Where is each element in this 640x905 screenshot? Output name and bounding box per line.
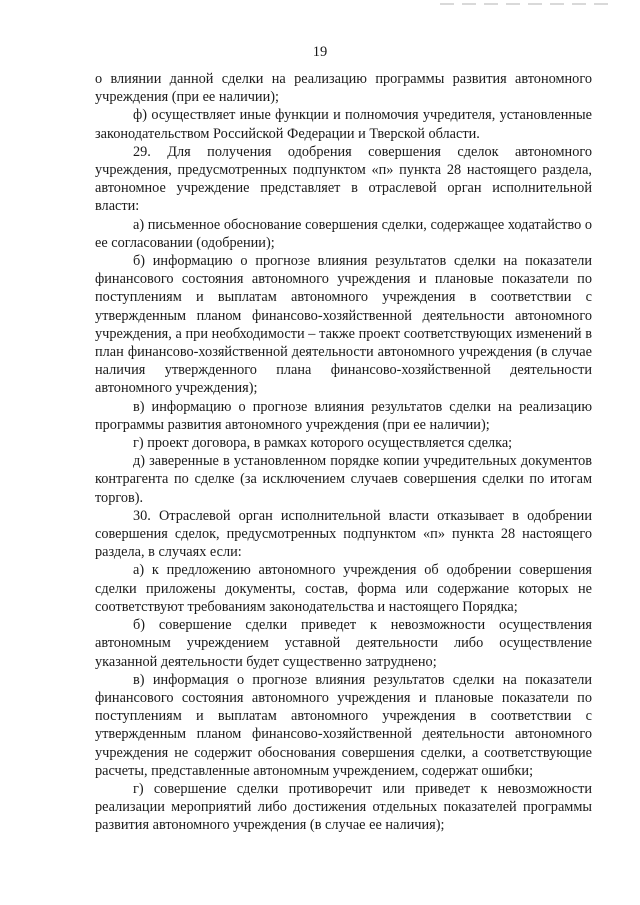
paragraph: 29. Для получения одобрения совершения сделок автономного учреждения, предусмотренных подпунктом «п» пункта 28 настоящего раздела, автономное учреждение представляет в отраслевой орган исполнительной власти: (95, 143, 592, 215)
paragraph: в) информация о прогнозе влияния результатов сделки на показатели финансового состояния автономного учреждения и плановые показатели по поступлениям и выплатам автономного учреждения в соответствии с утвержденным планом финансово-хозяйственной деятельности автономного учреждения не содержит обоснования совершения сделки, а соответствующие расчеты, представленные автономным учреждением, содержат ошибки; (95, 671, 592, 779)
paragraph: ф) осуществляет иные функции и полномочия учредителя, установленные законодательством Российской Федерации и Тверской области. (95, 107, 592, 142)
body-text (95, 70, 592, 835)
page-number: 19 (312, 44, 328, 60)
scan-artifact (440, 3, 610, 5)
paragraph: о влиянии данной сделки на реализацию программы развития автономного учреждения (при ее наличии); (95, 71, 592, 106)
paragraph: а) к предложению автономного учреждения об одобрении совершения сделки приложены документы, состав, форма или содержание которых не соответствуют требованиям законодательства и настоящего Порядка; (95, 562, 592, 615)
paragraph: д) заверенные в установленном порядке копии учредительных документов контрагента по сделке (за исключением случаев совершения сделки по итогам торгов). (95, 453, 592, 506)
paragraph: 30. Отраслевой орган исполнительной власти отказывает в одобрении совершения сделок, предусмотренных подпунктом «п» пункта 28 настоящего раздела, в случаях если: (95, 507, 592, 561)
paragraph: а) письменное обоснование совершения сделки, содержащее ходатайство о ее согласовании (одобрении); (95, 216, 592, 251)
paragraph: б) информацию о прогнозе влияния результатов сделки на показатели финансового состояния автономного учреждения и плановые показатели по поступлениям и выплатам автономного учреждения в соответствии с утвержденным планом финансово-хозяйственной деятельности автономного учреждения, а при необходимости – также проект соответствующих изменений в план финансово-хозяйственной деятельности автономного учреждения (в случае наличия утвержденного плана финансово-хозяйственной деятельности автономного учреждения); (95, 253, 592, 397)
paragraph: в) информацию о прогнозе влияния результатов сделки на реализацию программы развития автономного учреждения (при ее наличии); (95, 398, 592, 433)
paragraph: б) совершение сделки приведет к невозможности осуществления автономным учреждением уставной деятельности либо осуществление указанной деятельности будет существенно затруднено; (95, 617, 592, 670)
paragraph: г) проект договора, в рамках которого осуществляется сделка; (133, 435, 513, 452)
paragraph: г) совершение сделки противоречит или приведет к невозможности реализации мероприятий либо достижения отдельных показателей программы развития автономного учреждения (в случае ее наличия); (95, 780, 592, 834)
